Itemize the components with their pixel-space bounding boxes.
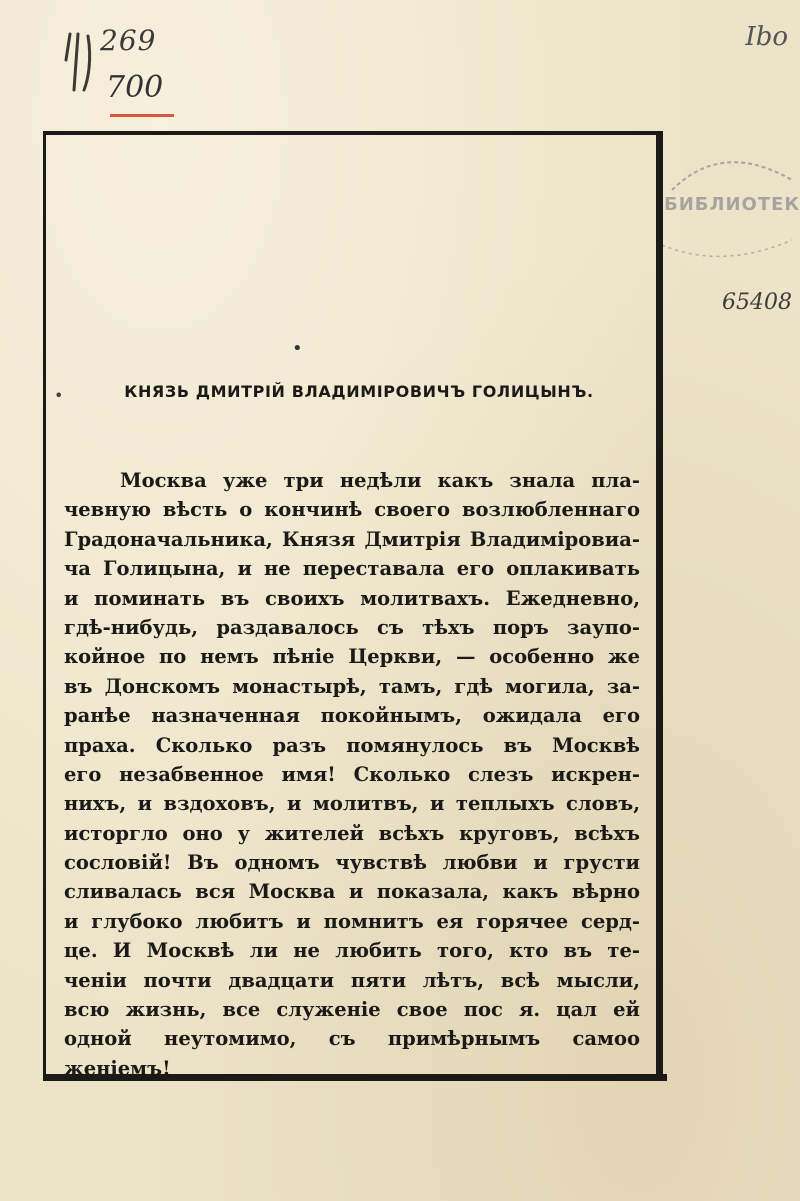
inventory-number: 65408 bbox=[722, 290, 792, 315]
body-line: Градоначальника, Князя Дмитрія Владиміровиа- bbox=[64, 527, 640, 551]
body-line: Москва уже три недѣли какъ знала пла- bbox=[120, 469, 640, 492]
body-line: всю жизнь, все служеніе свое пос я. цал ей bbox=[64, 998, 640, 1022]
body-line: гдѣ-нибудь, раздавалось съ тѣхъ поръ заупо- bbox=[64, 615, 640, 639]
body-line: сливалась вся Москва и показала, какъ вѣрно bbox=[64, 880, 640, 904]
body-line: исторгло оно у жителей всѣхъ круговъ, всѣхъ bbox=[64, 821, 640, 845]
body-line: сословій! Въ одномъ чувствѣ любви и грусти bbox=[64, 851, 640, 875]
archive-number-bottom: 700 bbox=[106, 70, 164, 105]
body-line: ранѣе назначенная покойнымъ, ожидала его bbox=[64, 704, 640, 728]
body-line: въ Донскомъ монастырѣ, тамъ, гдѣ могила, за- bbox=[64, 674, 640, 698]
body-line: ча Голицына, и не переставала его оплакивать bbox=[64, 557, 640, 581]
library-stamp bbox=[652, 150, 800, 260]
article-body bbox=[64, 466, 640, 1083]
body-line: и поминать въ своихъ молитвахъ. Ежедневно, bbox=[64, 586, 640, 610]
body-line: одной неутомимо, съ примѣрнымъ самоо bbox=[64, 1027, 640, 1051]
article-title: КНЯЗЬ ДМИТРІЙ ВЛАДИМІРОВИЧЪ ГОЛИЦЫНЪ. bbox=[124, 382, 594, 401]
body-line: ченіи почти двадцати пяти лѣтъ, всѣ мысли, bbox=[64, 968, 640, 992]
body-line: чевную вѣсть о кончинѣ своего возлюбленнаго bbox=[64, 498, 640, 522]
body-line: нихъ, и вздоховъ, и молитвъ, и теплыхъ словъ, bbox=[64, 792, 640, 816]
archive-number-top: 269 bbox=[100, 24, 157, 57]
red-underline bbox=[110, 114, 174, 117]
body-line: женіемъ! bbox=[64, 1056, 171, 1080]
frame-right-rule bbox=[657, 131, 663, 1081]
body-line: койное по немъ пѣніе Церкви, — особенно же bbox=[64, 645, 640, 669]
body-line: его незабвенное имя! Сколько слезъ искрен- bbox=[64, 762, 640, 786]
ornament-dot-icon: • bbox=[292, 338, 303, 359]
handwritten-corner-mark: Ibo bbox=[745, 22, 788, 52]
stamp-text: БИБЛИОТЕК bbox=[664, 194, 800, 215]
body-line: це. И Москвѣ ли не любить того, кто въ те- bbox=[64, 939, 640, 963]
body-line: и глубоко любитъ и помнитъ ея горячее серд- bbox=[64, 909, 640, 933]
margin-dot-icon: • bbox=[54, 386, 64, 405]
handwritten-mark bbox=[58, 30, 98, 94]
body-line: праха. Сколько разъ помянулось въ Москвѣ bbox=[64, 733, 640, 757]
